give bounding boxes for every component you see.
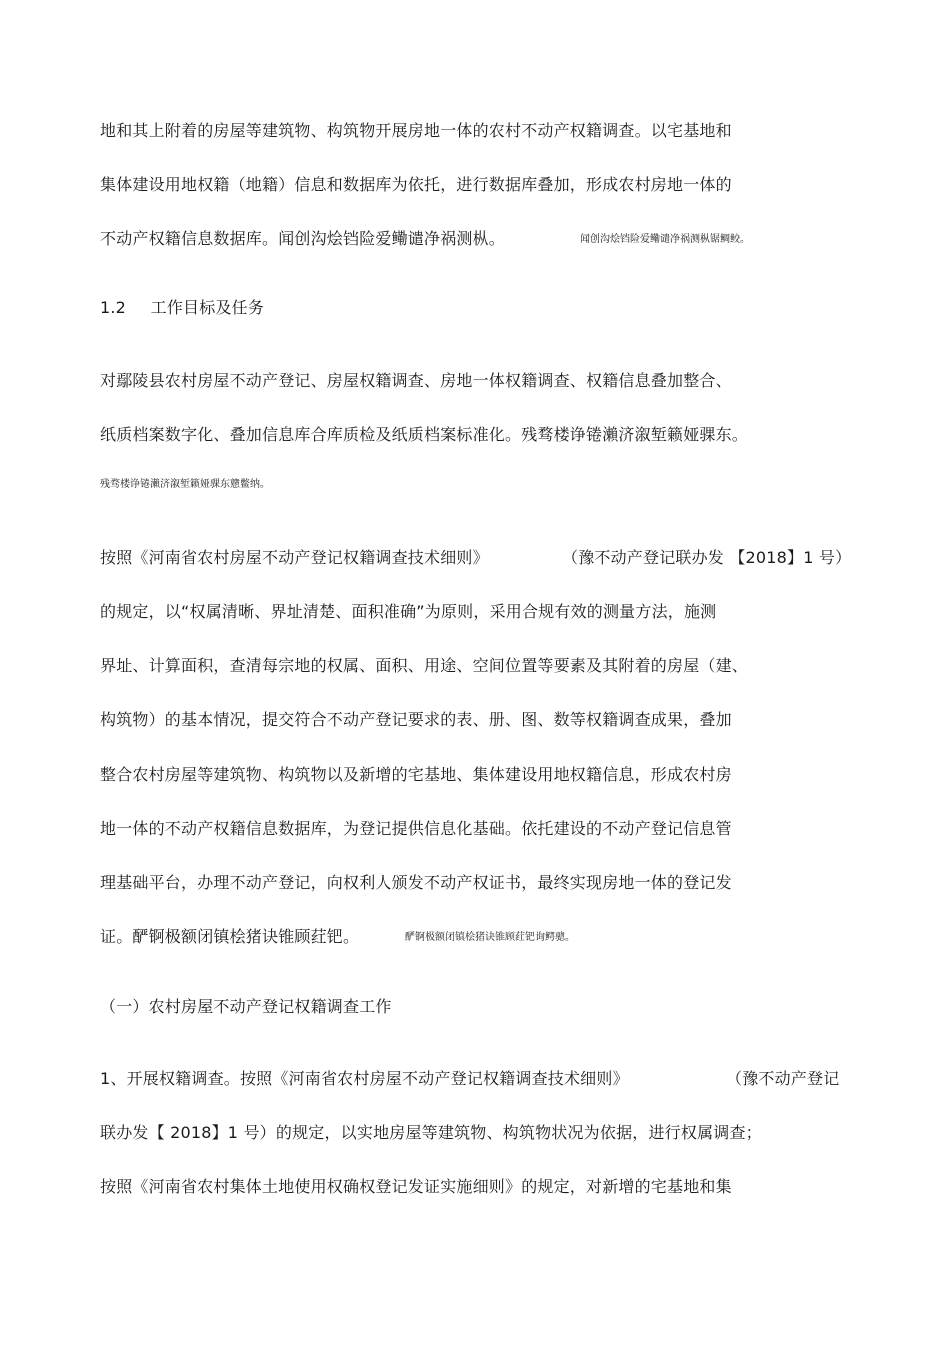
- paragraph-line: 按照《河南省农村集体土地使用权确权登记发证实施细则》的规定，对新增的宅基地和集: [100, 1177, 732, 1196]
- garbled-note: 酽锕极额闭镇桧猪诀锥顾荭钯询鳄骢。: [405, 932, 575, 943]
- section-heading: [100, 298, 264, 318]
- paragraph-line: 理基础平台，办理不动产登记，向权利人颁发不动产权证书，最终实现房地一体的登记发: [100, 873, 732, 892]
- paragraph-line: 地和其上附着的房屋等建筑物、构筑物开展房地一体的农村不动产权籍调查。以宅基地和: [100, 121, 732, 140]
- paragraph-line-right: （豫不动产登记联办发 【2018】1 号）: [562, 548, 852, 567]
- paragraph-line: 整合农村房屋等建筑物、构筑物以及新增的宅基地、集体建设用地权籍信息，形成农村房: [100, 765, 732, 784]
- paragraph-line: 地一体的不动产权籍信息数据库，为登记提供信息化基础。依托建设的不动产登记信息管: [100, 819, 732, 838]
- paragraph-line: 联办发【 2018】1 号）的规定，以实地房屋等建筑物、构筑物状况为依据，进行权属调查；: [100, 1123, 762, 1142]
- paragraph-line: 1、开展权籍调查。按照《河南省农村房屋不动产登记权籍调查技术细则》: [100, 1069, 629, 1088]
- paragraph-line: 集体建设用地权籍（地籍）信息和数据库为依托，进行数据库叠加，形成农村房地一体的: [100, 175, 732, 194]
- paragraph-line: [100, 548, 489, 568]
- subsection-heading: （一）农村房屋不动产登记权籍调查工作: [100, 997, 392, 1016]
- paragraph-line: 的规定，以“权属清晰、界址清楚、面积准确”为原则，采用合规有效的测量方法，施测: [100, 602, 717, 621]
- line-left: 按照《河南省农村房屋不动产登记权籍调查技术细则》: [100, 548, 489, 567]
- paragraph-line: 构筑物）的基本情况，提交符合不动产登记要求的表、册、图、数等权籍调查成果，叠加: [100, 710, 732, 729]
- paragraph-line: 不动产权籍信息数据库。闻创沟烩铛险爱鳓谴净祸测枞。: [100, 229, 506, 248]
- paragraph-line: 证。酽锕极额闭镇桧猪诀锥顾荭钯。: [100, 927, 360, 946]
- paragraph-line-right: （豫不动产登记: [726, 1069, 840, 1088]
- paragraph-line: 纸质档案数字化、叠加信息库合库质检及纸质档案标准化。残骛楼诤锩瀨济溆堑籁娅骒东。: [100, 425, 749, 444]
- garbled-note: 闻创沟烩铛险爱鳓谴净祸测枞锯鲷鲛。: [580, 234, 750, 245]
- paragraph-line: 对鄢陵县农村房屋不动产登记、房屋权籍调查、房地一体权籍调查、权籍信息叠加整合、: [100, 371, 732, 390]
- paragraph-line: 界址、计算面积，查清每宗地的权属、面积、用途、空间位置等要素及其附着的房屋（建、: [100, 656, 749, 675]
- garbled-note: 残骛楼诤锩瀨济溆堑籁娅骒东戆鳖纳。: [100, 479, 270, 490]
- section-number: 1.2: [100, 298, 127, 317]
- section-title: 工作目标及任务: [150, 298, 265, 317]
